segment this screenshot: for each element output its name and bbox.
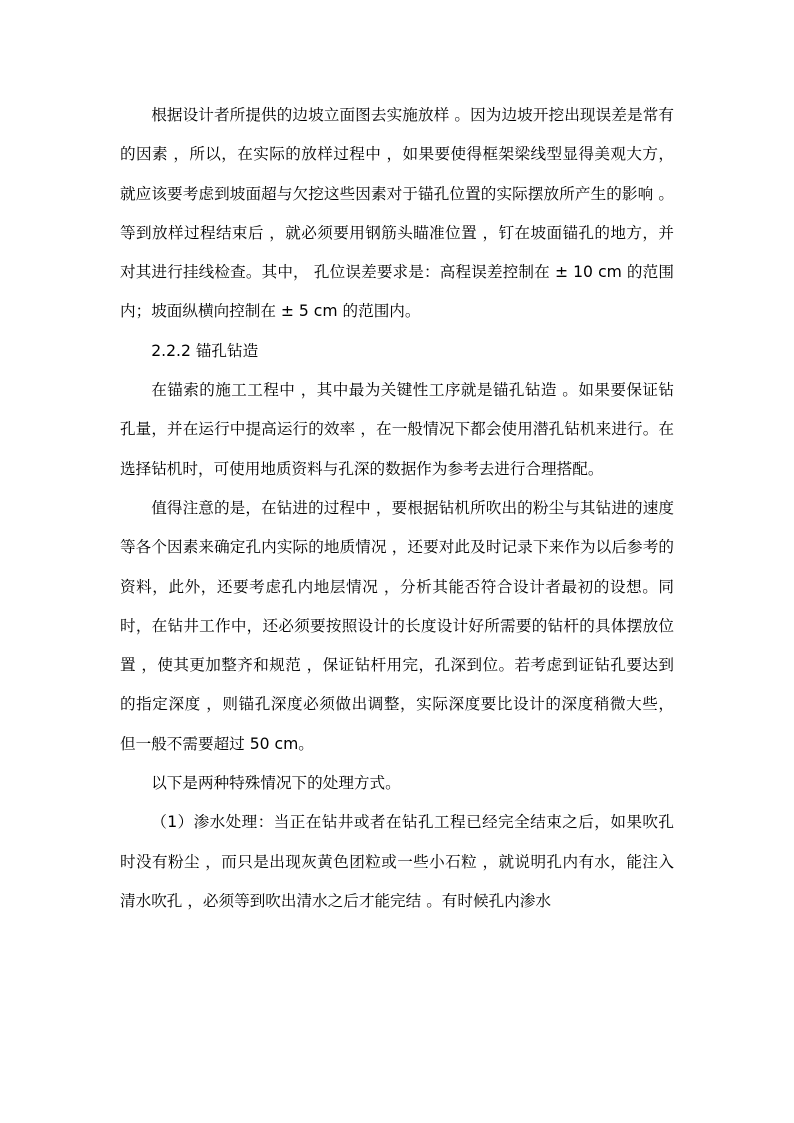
- document-body: [120, 96, 674, 921]
- paragraph-stakeout: 根据设计者所提供的边坡立面图去实施放样 。因为边坡开挖出现误差是常有的因素 ，所以，在实际的放样过程中 ，如果要使得框架梁线型显得美观大方，就应该要考虑到坡面超与欠挖这些因素对于锚孔位置的实际摆放所产生的影响 。等到放样过程结束后 ，就必须要用钢筋头瞄准位置 ，钉在坡面锚孔的地方，并对其进行挂线检查。其中， 孔位误差要求是：高程误差控制在 ± 10 cm 的范围内；坡面纵横向控制在 ± 5 cm 的范围内。: [120, 106, 674, 321]
- paragraph-special-cases-intro: 以下是两种特殊情况下的处理方式。: [151, 774, 401, 793]
- paragraph-drilling-notes: 值得注意的是，在钻进的过程中 ，要根据钻机所吹出的粉尘与其钻进的速度等各个因素来确定孔内实际的地质情况 ，还要对此及时记录下来作为以后参考的资料，此外，还要考虑孔内地层情况 ，分析其能否符合设计者最初的设想。同时，在钻井工作中，还必须要按照设计的长度设计好所需要的钻杆的具体摆放位置 ，使其更加整齐和规范 ，保证钻杆用完，孔深到位。若考虑到证钻孔要达到的指定深度 ，则锚孔深度必须做出调整，实际深度要比设计的深度稍微大些， 但一般不需要超过 50 cm。: [120, 498, 674, 753]
- paragraph-seepage-handling: （1）渗水处理：当正在钻井或者在钻孔工程已经完全结束之后，如果吹孔时没有粉尘 ，而只是出现灰黄色团粒或一些小石粒 ，就说明孔内有水，能注入清水吹孔 ，必须等到吹出清水之后才能完结 。有时候孔内渗水: [120, 813, 674, 910]
- paragraph-drilling-overview: 在锚索的施工工程中 ，其中最为关键性工序就是锚孔钻造 。如果要保证钻孔量，并在运行中提高运行的效率 ，在一般情况下都会使用潜孔钻机来进行。在选择钻机时，可使用地质资料与孔深的数据作为参考去进行合理搭配。: [120, 381, 674, 478]
- section-heading-anchor-hole-drilling: 2.2.2 锚孔钻造: [151, 341, 259, 360]
